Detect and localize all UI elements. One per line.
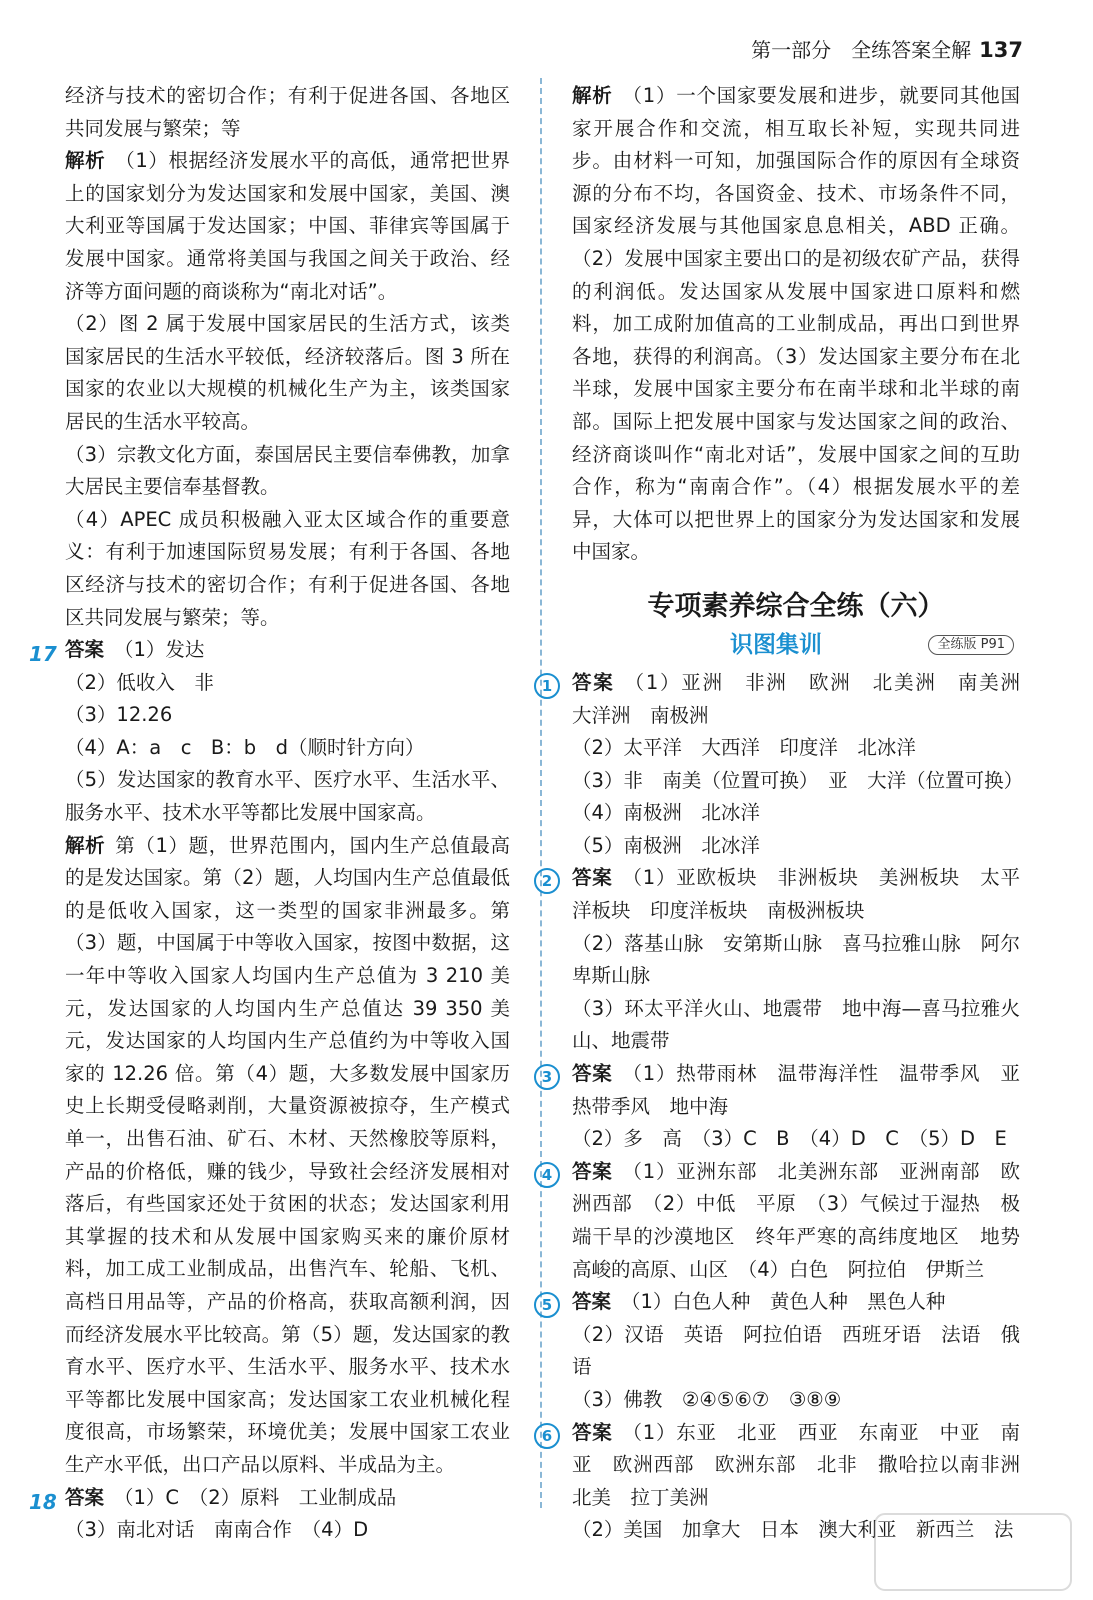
page-number: 137 <box>979 38 1023 62</box>
q1-answer-4: （4）南极洲 北冰洋 <box>572 801 760 825</box>
q17-answer-2: （2）低收入 非 <box>65 670 214 694</box>
q6-answer-2: （2）美国 加拿大 日本 澳大利亚 新西兰 法 <box>572 1518 1014 1542</box>
right-analysis: 解析 （1）一个国家要发展和进步，就要同其他国家开展合作和交流，相互取长补短，实现共同进步。由材料一可知，加强国际合作的原因有全球资源的分布不均，各国资金、技术、市场条件不同，国家经济发展与其他国家息息相关，ABD 正确。（2）发展中国家主要出口的是初级农矿产品，获得的利润低。发达国家从发展中国家进口原料和燃料，加工成附加值高的工业制成品，再出口到世界各地，获得的利润高。（3）发达国家主要分布在北半球，发展中国家主要分布在南半球和北半球的南部。国际上把发展中国家与发达国家之间的政治、经济商谈叫作“南北对话”，发展中国家之间的互助合作，称为“南南合作”。（4）根据发展水平的差异，大体可以把世界上的国家分为发达国家和发展中国家。 <box>572 84 1020 564</box>
question-number-6: 6 <box>534 1423 560 1449</box>
q17-answer-3: （3）12.26 <box>65 703 173 727</box>
q17-answer-4: （4）A：a c B：b d（顺时针方向） <box>65 735 425 759</box>
q18-answer-1: 答案 （1）C （2）原料 工业制成品 <box>65 1485 397 1509</box>
left-analysis-1: 解析 （1）根据经济发展水平的高低，通常把世界上的国家划分为发达国家和发展中国家，美国、澳大利亚等国属于发达国家；中国、菲律宾等国属于发展中国家。通常将美国与我国之间关于政治、经济等方面问题的商谈称为“南北对话”。 <box>65 149 510 303</box>
answer-label: 答案 <box>65 638 105 662</box>
question-18 <box>29 1482 510 1547</box>
question-number-3: 3 <box>534 1064 560 1090</box>
answer-label: 答案 <box>572 670 615 694</box>
question-4: 4 答案 （1）亚洲东部 北美洲东部 亚洲南部 欧洲西部 （2）中低 平原 （3）气候过于湿热 极端干旱的沙漠地区 终年严寒的高纬度地区 地势高峻的高原、山区 （4）白色 阿拉伯 伊斯兰 <box>572 1156 1020 1286</box>
q5-answer-2: （2）汉语 英语 阿拉伯语 西班牙语 法语 俄语 <box>572 1322 1020 1379</box>
question-6: 6 答案 （1）东亚 北亚 西亚 东南亚 中亚 南亚 欧洲西部 欧洲东部 北非 撒哈拉以南非洲 北美 拉丁美洲 （2）美国 加拿大 日本 澳大利亚 新西兰 法 <box>572 1417 1020 1547</box>
q1-answer-5: （5）南极洲 北冰洋 <box>572 833 760 857</box>
q18-answer-2: （3）南北对话 南南合作 （4）D <box>65 1518 369 1542</box>
left-para-3: （2）图 2 属于发展中国家居民的生活方式，该类国家居民的生活水平较低，经济较落后。图 3 所在国家的农业以大规模的机械化生产为主，该类国家居民的生活水平较高。 <box>65 312 510 433</box>
question-number-1: 1 <box>534 673 560 699</box>
q17-answer-1: 答案 （1）发达 <box>65 638 205 662</box>
q17-answer-5: （5）发达国家的教育水平、医疗水平、生活水平、服务水平、技术水平等都比发展中国家高。 <box>65 768 510 825</box>
question-5: 5 答案 （1）白色人种 黄色人种 黑色人种 （2）汉语 英语 阿拉伯语 西班牙语 法语 俄语 （3）佛教 ②④⑤⑥⑦ ③⑧⑨ <box>572 1286 1020 1416</box>
answer-label: 答案 <box>572 866 613 890</box>
question-3: 3 答案 （1）热带雨林 温带海洋性 温带季风 亚热带季风 地中海 （2）多 高 （3）C B （4）D C （5）D E <box>572 1058 1020 1156</box>
left-para-4: （3）宗教文化方面，泰国居民主要信奉佛教，加拿大居民主要信奉基督教。 <box>65 442 510 499</box>
page-ref-badge: 全练版 P91 <box>928 635 1014 655</box>
answer-label: 答案 <box>572 1290 612 1314</box>
analysis-label: 解析 <box>572 84 613 107</box>
page-header <box>673 34 1023 62</box>
left-column <box>29 80 510 1547</box>
section-title: 专项素养综合全练（六） <box>647 590 945 622</box>
header-title: 第一部分 全练答案全解 <box>751 38 972 62</box>
answer-label: 答案 <box>572 1420 613 1444</box>
q5-answer-3: （3）佛教 ②④⑤⑥⑦ ③⑧⑨ <box>572 1387 842 1411</box>
subsection-title: 识图集训 <box>730 631 822 658</box>
question-2: 2 答案 （1）亚欧板块 非洲板块 美洲板块 太平洋板块 印度洋板块 南极洲板块 （2）落基山脉 安第斯山脉 喜马拉雅山脉 阿尔卑斯山脉 （3）环太平洋火山、地震带 地中海—喜马拉雅火山、地震带 <box>572 862 1020 1058</box>
q1-answer-3: （3）非 南美（位置可换） 亚 大洋（位置可换） <box>572 768 1024 792</box>
question-1: 1 答案 （1）亚洲 非洲 欧洲 北美洲 南美洲 大洋洲 南极洲 （2）太平洋 大西洋 印度洋 北冰洋 （3）非 南美（位置可换） 亚 大洋（位置可换） （4）南极洲 北冰洋 （5）南极洲 北冰洋 <box>572 667 1020 863</box>
question-number-5: 5 <box>534 1292 560 1318</box>
subsection-header <box>572 627 1020 667</box>
answer-label: 答案 <box>572 1062 613 1086</box>
question-number-17: 17 <box>29 642 57 667</box>
question-number-2: 2 <box>534 868 560 894</box>
q2-answer-2: （2）落基山脉 安第斯山脉 喜马拉雅山脉 阿尔卑斯山脉 <box>572 931 1020 988</box>
left-para-5: （4）APEC 成员积极融入亚太区域合作的重要意义：有利于加速国际贸易发展；有利于各国、各地区经济与技术的密切合作；有利于促进各国、各地区共同发展与繁荣；等。 <box>65 507 510 629</box>
q3-answer-2: （2）多 高 （3）C B （4）D C （5）D E <box>572 1127 1007 1151</box>
question-17 <box>29 634 510 1481</box>
question-number-18: 18 <box>29 1489 57 1514</box>
watermark-logo <box>873 1512 1073 1592</box>
question-number-4: 4 <box>534 1162 560 1188</box>
right-column <box>541 80 1040 1547</box>
left-para-1: 经济与技术的密切合作；有利于促进各国、各地区共同发展与繁荣；等 <box>65 84 510 140</box>
answer-label: 答案 <box>572 1159 613 1183</box>
q2-answer-3: （3）环太平洋火山、地震带 地中海—喜马拉雅火山、地震带 <box>572 996 1020 1053</box>
answer-label: 答案 <box>65 1485 105 1509</box>
q17-analysis: 解析 第（1）题，世界范围内，国内生产总值最高的是发达国家。第（2）题，人均国内生产总值最低的是低收入国家，这一类型的国家非洲最多。第（3）题，中国属于中等收入国家，按图中数据，这一年中等收入国家人均国内生产总值为 3 210 美元，发达国家的人均国内生产总值达 39 350 美元，发达国家的人均国内生产总值约为中等收入国家的 12.26 倍。第（4）题，大多数发展中国家历史上长期受侵略剥削，大量资源被掠夺，生产模式单一，出售石油、矿石、木材、天然橡胶等原料，产品的价格低，赚的钱少，导致社会经济发展相对落后，有些国家还处于贫困的状态；发达国家利用其掌握的技术和从发展中国家购买来的廉价原材料，加工成工业制成品，出售汽车、轮船、飞机、高档日用品等，产品的价格高，获取高额利润，因而经济发展水平比较高。第（5）题，发达国家的教育水平、医疗水平、生活水平、服务水平、技术水平等都比发展中国家高；发达国家工农业机械化程度很高，市场繁荣，环境优美；发展中国家工农业生产水平低，出口产品以原料、半成品为主。 <box>65 833 510 1476</box>
analysis-label: 解析 <box>65 149 106 173</box>
analysis-label: 解析 <box>65 833 106 857</box>
q1-answer-2: （2）太平洋 大西洋 印度洋 北冰洋 <box>572 736 916 760</box>
